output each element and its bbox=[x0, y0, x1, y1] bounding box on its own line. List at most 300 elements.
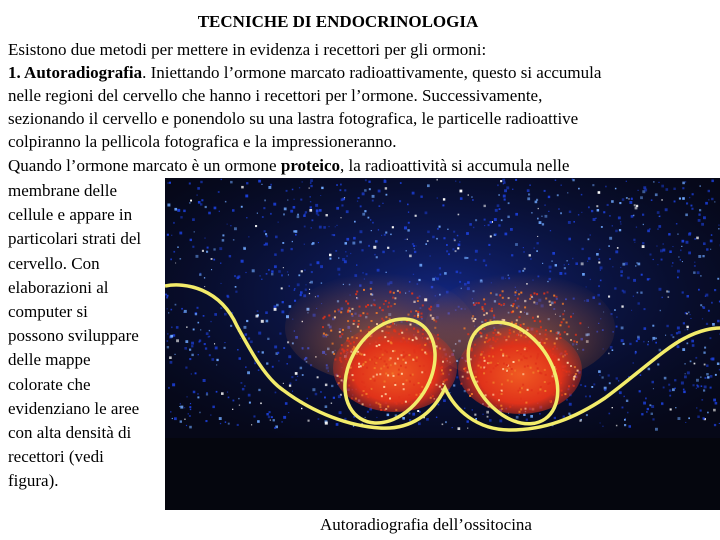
hot-speckle bbox=[383, 386, 385, 388]
speckle bbox=[659, 216, 661, 218]
speckle bbox=[682, 187, 684, 189]
speckle bbox=[599, 249, 600, 250]
hot-speckle bbox=[467, 377, 469, 379]
speckle bbox=[625, 418, 626, 419]
hot-speckle bbox=[540, 372, 542, 374]
speckle bbox=[688, 417, 690, 419]
speckle bbox=[412, 413, 415, 416]
speckle bbox=[710, 337, 712, 339]
hot-speckle bbox=[493, 367, 495, 369]
speckle bbox=[484, 205, 486, 207]
speckle bbox=[704, 347, 706, 349]
speckle bbox=[655, 193, 658, 196]
speckle bbox=[663, 387, 665, 389]
speckle bbox=[705, 377, 707, 379]
speckle bbox=[365, 179, 367, 181]
speckle bbox=[701, 223, 704, 226]
speckle bbox=[315, 204, 318, 207]
speckle bbox=[554, 417, 556, 419]
speckle bbox=[475, 250, 478, 253]
hot-speckle bbox=[393, 375, 395, 377]
speckle bbox=[698, 214, 700, 216]
method1-heading: 1. Autoradiografia bbox=[8, 63, 143, 82]
speckle bbox=[364, 210, 366, 212]
hot-speckle bbox=[379, 307, 381, 309]
speckle bbox=[294, 300, 296, 302]
hot-speckle bbox=[333, 353, 335, 355]
speckle bbox=[698, 219, 701, 222]
speckle bbox=[503, 195, 506, 198]
speckle bbox=[668, 233, 670, 235]
speckle bbox=[270, 184, 272, 186]
speckle bbox=[310, 201, 311, 202]
page-title: TECNICHE DI ENDOCRINOLOGIA bbox=[197, 12, 479, 31]
speckle bbox=[608, 374, 610, 376]
speckle bbox=[668, 296, 670, 298]
speckle bbox=[278, 222, 279, 223]
hot-speckle bbox=[441, 369, 443, 371]
speckle bbox=[214, 343, 215, 344]
hot-speckle bbox=[325, 334, 327, 336]
speckle bbox=[455, 250, 457, 252]
speckle bbox=[651, 405, 654, 408]
speckle bbox=[222, 239, 225, 242]
hot-speckle bbox=[417, 330, 419, 332]
hot-speckle bbox=[376, 374, 378, 376]
speckle bbox=[633, 279, 636, 282]
speckle bbox=[652, 337, 655, 340]
speckle bbox=[338, 257, 339, 258]
speckle bbox=[582, 248, 584, 250]
side-line: con alta densità di bbox=[8, 423, 132, 443]
method1-line3: sezionando il cervello e ponendolo su una lastra fotografica, le particelle radioattive bbox=[8, 109, 579, 128]
hot-speckle bbox=[347, 345, 349, 347]
speckle bbox=[201, 199, 203, 201]
speckle bbox=[640, 196, 643, 199]
side-line: possono sviluppare bbox=[8, 326, 139, 346]
speckle bbox=[430, 256, 431, 257]
speckle bbox=[437, 197, 438, 198]
hot-speckle bbox=[494, 329, 496, 331]
speckle bbox=[187, 396, 188, 397]
speckle bbox=[203, 379, 206, 382]
speckle bbox=[331, 403, 332, 404]
hot-speckle bbox=[570, 365, 572, 367]
speckle bbox=[457, 235, 459, 237]
speckle bbox=[712, 323, 715, 326]
speckle bbox=[310, 185, 312, 187]
speckle bbox=[623, 291, 626, 294]
hot-speckle bbox=[516, 334, 518, 336]
speckle bbox=[310, 182, 312, 184]
speckle bbox=[238, 398, 239, 399]
hot-speckle bbox=[384, 360, 386, 362]
speckle bbox=[715, 374, 717, 376]
speckle bbox=[265, 311, 268, 314]
hot-speckle bbox=[427, 338, 429, 340]
hot-speckle bbox=[417, 316, 419, 318]
speckle bbox=[311, 227, 312, 228]
speckle bbox=[717, 363, 720, 366]
speckle bbox=[652, 381, 655, 384]
speckle bbox=[177, 246, 179, 248]
speckle bbox=[245, 333, 248, 336]
hot-speckle bbox=[566, 333, 568, 335]
hot-speckle bbox=[529, 298, 531, 300]
speckle bbox=[596, 205, 598, 207]
speckle bbox=[661, 199, 662, 200]
hot-speckle bbox=[359, 306, 361, 308]
speckle bbox=[607, 204, 609, 206]
speckle bbox=[283, 267, 284, 268]
speckle bbox=[697, 416, 700, 419]
hot-speckle bbox=[342, 329, 344, 331]
speckle bbox=[234, 227, 237, 230]
speckle bbox=[232, 209, 235, 212]
speckle bbox=[619, 391, 622, 394]
speckle bbox=[512, 189, 513, 190]
speckle bbox=[216, 359, 218, 361]
speckle bbox=[680, 250, 682, 252]
hot-speckle bbox=[558, 359, 560, 361]
speckle bbox=[376, 417, 377, 418]
speckle bbox=[346, 255, 347, 256]
speckle bbox=[200, 329, 201, 330]
hot-speckle bbox=[484, 341, 486, 343]
speckle bbox=[295, 379, 297, 381]
speckle bbox=[564, 264, 565, 265]
hot-speckle bbox=[383, 320, 385, 322]
hot-speckle bbox=[352, 379, 354, 381]
speckle bbox=[245, 366, 247, 368]
speckle bbox=[700, 304, 702, 306]
hot-speckle bbox=[410, 374, 412, 376]
speckle bbox=[662, 297, 663, 298]
speckle bbox=[449, 392, 450, 393]
speckle bbox=[666, 325, 668, 327]
speckle bbox=[297, 214, 299, 216]
speckle bbox=[616, 425, 618, 427]
speckle bbox=[708, 310, 710, 312]
hot-speckle bbox=[554, 343, 556, 345]
speckle bbox=[597, 209, 600, 212]
speckle bbox=[603, 211, 605, 213]
speckle bbox=[703, 242, 706, 245]
hot-speckle bbox=[539, 389, 541, 391]
hot-speckle bbox=[403, 351, 405, 353]
hot-speckle bbox=[365, 352, 367, 354]
speckle bbox=[488, 244, 490, 246]
hot-speckle bbox=[345, 358, 347, 360]
speckle bbox=[385, 232, 387, 234]
speckle bbox=[544, 205, 545, 206]
speckle bbox=[203, 315, 205, 317]
speckle bbox=[191, 354, 193, 356]
hot-speckle bbox=[362, 403, 364, 405]
speckle bbox=[633, 296, 634, 297]
speckle bbox=[301, 270, 303, 272]
speckle bbox=[372, 195, 375, 198]
speckle bbox=[685, 422, 686, 423]
speckle bbox=[381, 235, 382, 236]
speckle bbox=[706, 365, 708, 367]
hot-speckle bbox=[339, 335, 341, 337]
hot-speckle bbox=[530, 367, 532, 369]
hot-speckle bbox=[543, 293, 545, 295]
speckle bbox=[350, 253, 351, 254]
speckle bbox=[614, 287, 616, 289]
speckle bbox=[241, 206, 243, 208]
speckle bbox=[386, 272, 387, 273]
hot-speckle bbox=[491, 349, 493, 351]
speckle bbox=[694, 238, 696, 240]
speckle bbox=[616, 317, 617, 318]
speckle bbox=[691, 208, 693, 210]
hot-speckle bbox=[506, 340, 508, 342]
speckle bbox=[225, 421, 227, 423]
speckle bbox=[662, 249, 665, 252]
speckle bbox=[569, 403, 572, 406]
speckle bbox=[328, 226, 329, 227]
hot-speckle bbox=[545, 334, 547, 336]
speckle bbox=[545, 215, 548, 218]
speckle bbox=[598, 191, 601, 194]
side-line: figura). bbox=[8, 471, 59, 491]
hot-speckle bbox=[574, 375, 576, 377]
speckle bbox=[168, 312, 169, 313]
speckle bbox=[273, 203, 276, 206]
speckle bbox=[483, 414, 484, 415]
speckle bbox=[315, 393, 318, 396]
speckle bbox=[637, 292, 639, 294]
speckle bbox=[634, 242, 635, 243]
hot-speckle bbox=[392, 323, 394, 325]
speckle bbox=[638, 263, 641, 266]
speckle bbox=[222, 234, 224, 236]
speckle bbox=[414, 251, 416, 253]
speckle bbox=[248, 337, 250, 339]
speckle bbox=[515, 179, 517, 181]
hot-speckle bbox=[422, 304, 424, 306]
speckle bbox=[358, 197, 360, 199]
speckle bbox=[593, 383, 595, 385]
hot-speckle bbox=[397, 358, 399, 360]
hot-speckle bbox=[394, 297, 396, 299]
speckle bbox=[458, 244, 461, 247]
speckle bbox=[620, 221, 621, 222]
speckle bbox=[690, 314, 691, 315]
hot-speckle bbox=[389, 326, 391, 328]
hot-speckle bbox=[434, 327, 436, 329]
speckle bbox=[293, 230, 295, 232]
speckle bbox=[310, 281, 313, 284]
hot-speckle bbox=[531, 389, 533, 391]
hot-speckle bbox=[514, 370, 516, 372]
speckle bbox=[199, 274, 201, 276]
hot-speckle bbox=[512, 311, 514, 313]
speckle bbox=[700, 377, 701, 378]
speckle bbox=[633, 362, 634, 363]
speckle bbox=[696, 407, 697, 408]
speckle bbox=[281, 287, 283, 289]
hot-speckle bbox=[537, 392, 539, 394]
hot-speckle bbox=[552, 348, 554, 350]
hot-speckle bbox=[382, 354, 384, 356]
speckle bbox=[370, 219, 371, 220]
speckle bbox=[522, 270, 524, 272]
speckle bbox=[416, 245, 417, 246]
speckle bbox=[392, 226, 394, 228]
hot-speckle bbox=[398, 333, 400, 335]
hot-speckle bbox=[412, 374, 414, 376]
speckle bbox=[257, 420, 260, 423]
hot-speckle bbox=[362, 373, 364, 375]
speckle bbox=[536, 250, 538, 252]
speckle bbox=[438, 404, 440, 406]
speckle bbox=[345, 251, 346, 252]
speckle bbox=[524, 268, 526, 270]
speckle bbox=[649, 278, 651, 280]
hot-speckle bbox=[576, 341, 578, 343]
speckle bbox=[345, 242, 348, 245]
hot-speckle bbox=[380, 348, 382, 350]
speckle bbox=[475, 418, 477, 420]
speckle bbox=[634, 204, 636, 206]
hot-speckle bbox=[474, 344, 476, 346]
speckle bbox=[244, 385, 245, 386]
speckle bbox=[237, 277, 240, 280]
hot-speckle bbox=[381, 318, 383, 320]
speckle bbox=[271, 273, 273, 275]
speckle bbox=[550, 230, 551, 231]
hot-speckle bbox=[398, 374, 400, 376]
speckle bbox=[472, 199, 474, 201]
hot-speckle bbox=[503, 303, 505, 305]
speckle bbox=[311, 271, 313, 273]
side-line: recettori (vedi bbox=[8, 447, 104, 467]
speckle bbox=[651, 199, 653, 201]
speckle bbox=[504, 199, 506, 201]
speckle bbox=[335, 250, 337, 252]
hot-speckle bbox=[526, 350, 528, 352]
speckle bbox=[661, 185, 664, 188]
hot-speckle bbox=[564, 393, 566, 395]
hot-speckle bbox=[522, 384, 524, 386]
speckle bbox=[188, 413, 189, 414]
side-text bbox=[8, 179, 168, 494]
hot-speckle bbox=[424, 352, 426, 354]
speckle bbox=[537, 218, 539, 220]
speckle bbox=[467, 257, 469, 259]
hot-speckle bbox=[556, 296, 558, 298]
speckle bbox=[598, 370, 601, 373]
hot-speckle bbox=[534, 320, 536, 322]
speckle bbox=[342, 258, 345, 261]
hot-speckle bbox=[519, 391, 521, 393]
side-line: delle mappe bbox=[8, 350, 91, 370]
hot-speckle bbox=[549, 382, 551, 384]
speckle bbox=[267, 338, 269, 340]
speckle bbox=[568, 264, 569, 265]
speckle bbox=[219, 211, 220, 212]
hot-speckle bbox=[532, 317, 534, 319]
speckle bbox=[665, 335, 666, 336]
speckle bbox=[710, 240, 713, 243]
speckle bbox=[602, 376, 604, 378]
speckle bbox=[408, 222, 410, 224]
hot-speckle bbox=[553, 295, 555, 297]
speckle bbox=[609, 413, 611, 415]
speckle bbox=[357, 201, 358, 202]
hot-speckle bbox=[490, 351, 492, 353]
speckle bbox=[568, 238, 571, 241]
speckle bbox=[274, 253, 277, 256]
speckle bbox=[708, 190, 710, 192]
hot-speckle bbox=[368, 326, 370, 328]
speckle bbox=[648, 341, 649, 342]
hot-speckle bbox=[406, 354, 408, 356]
speckle bbox=[323, 226, 326, 229]
speckle bbox=[635, 207, 638, 210]
protein-after: , la radioattività si accumula nelle bbox=[340, 156, 570, 175]
speckle bbox=[458, 427, 461, 430]
hot-speckle bbox=[561, 321, 563, 323]
speckle bbox=[300, 199, 302, 201]
speckle bbox=[300, 294, 302, 296]
speckle bbox=[700, 410, 702, 412]
speckle bbox=[690, 361, 692, 363]
hot-speckle bbox=[518, 293, 520, 295]
hot-speckle bbox=[404, 341, 406, 343]
speckle bbox=[474, 414, 476, 416]
speckle bbox=[644, 308, 646, 310]
speckle bbox=[325, 384, 328, 387]
speckle bbox=[581, 262, 584, 265]
speckle bbox=[288, 355, 291, 358]
speckle bbox=[686, 326, 688, 328]
hot-speckle bbox=[421, 349, 423, 351]
speckle bbox=[172, 383, 175, 386]
speckle bbox=[573, 221, 575, 223]
speckle bbox=[436, 179, 438, 181]
hot-speckle bbox=[358, 363, 360, 365]
hot-speckle bbox=[504, 336, 506, 338]
speckle bbox=[277, 352, 279, 354]
hot-speckle bbox=[414, 351, 416, 353]
speckle bbox=[551, 261, 552, 262]
speckle bbox=[312, 219, 314, 221]
speckle bbox=[608, 245, 610, 247]
speckle bbox=[567, 192, 568, 193]
speckle bbox=[275, 236, 278, 239]
hot-speckle bbox=[408, 314, 410, 316]
hot-speckle bbox=[376, 345, 378, 347]
hot-speckle bbox=[324, 316, 326, 318]
speckle bbox=[404, 226, 407, 229]
hot-speckle bbox=[577, 370, 579, 372]
hot-speckle bbox=[379, 404, 381, 406]
hot-speckle bbox=[334, 316, 336, 318]
speckle bbox=[302, 181, 303, 182]
hot-speckle bbox=[509, 406, 511, 408]
speckle bbox=[519, 270, 521, 272]
speckle bbox=[384, 179, 386, 181]
hot-speckle bbox=[381, 330, 383, 332]
speckle bbox=[325, 422, 328, 425]
hot-speckle bbox=[574, 366, 576, 368]
speckle bbox=[658, 182, 659, 183]
hot-speckle bbox=[375, 402, 377, 404]
